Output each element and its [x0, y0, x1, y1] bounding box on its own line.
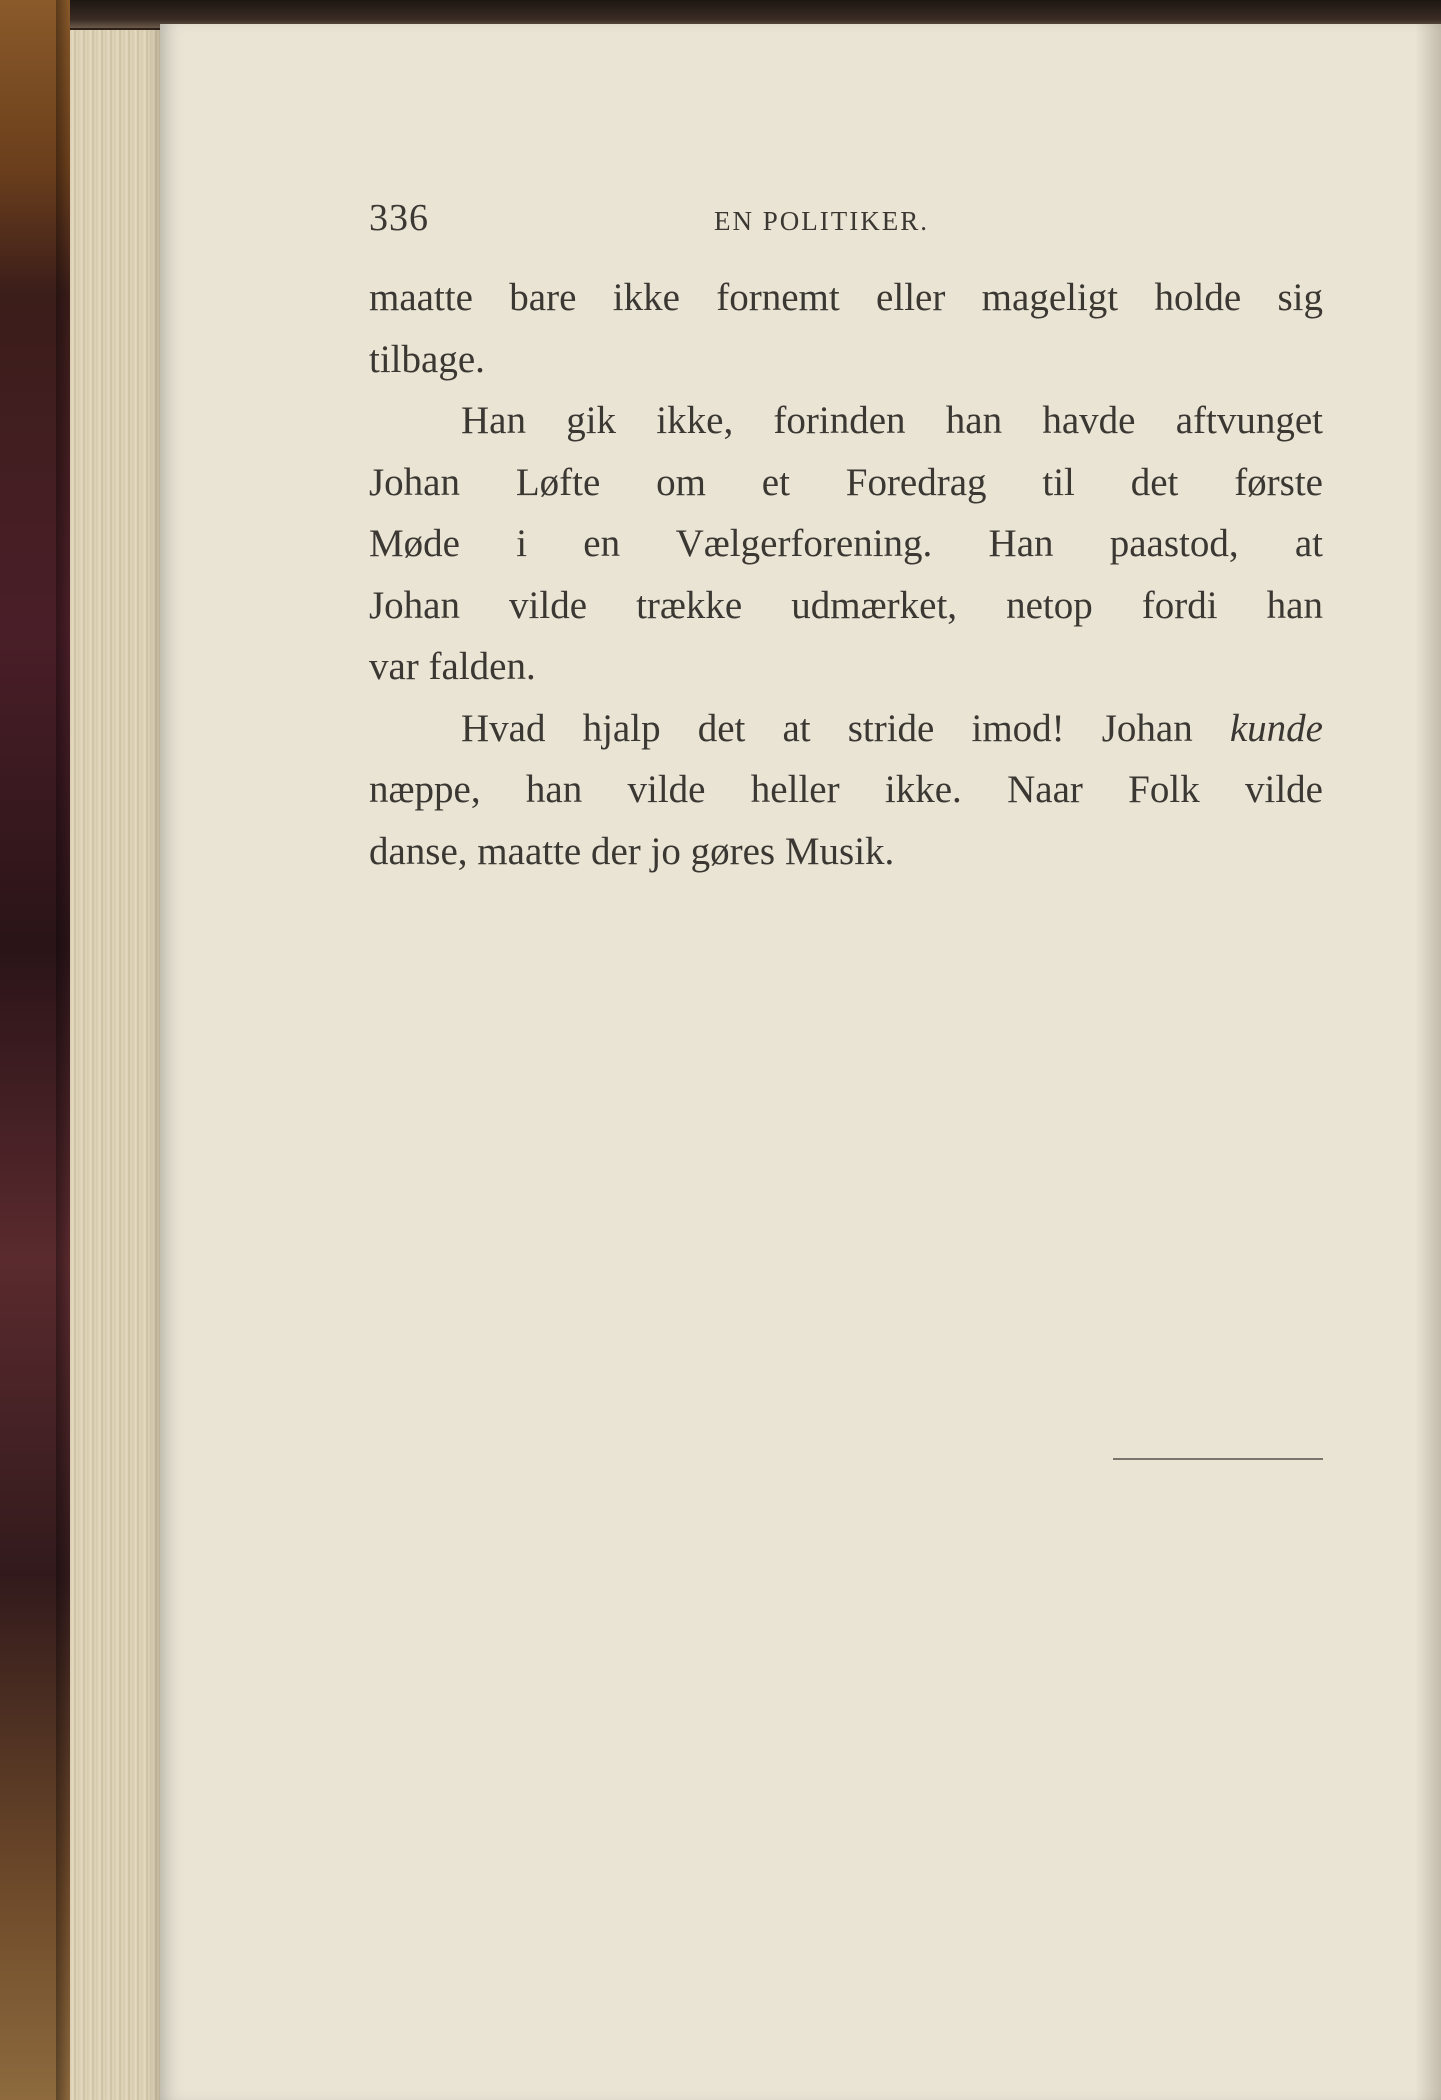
body-text — [369, 267, 1323, 882]
book-cover-edge — [0, 0, 70, 2100]
page-right-shadow — [1415, 24, 1441, 2100]
text-line: Johan vilde trække udmærket, netop fordi han — [369, 583, 1323, 627]
text-line: Han gik ikke, forinden han havde aftvunget — [461, 399, 1323, 442]
page-number: 336 — [369, 197, 429, 239]
page-stack-edges — [70, 30, 165, 2100]
text-line: Møde i en Vælgerforening. Han paastod, at — [369, 522, 1323, 565]
text-line: Johan Løfte om et Foredrag til det første — [369, 460, 1323, 504]
end-rule — [1113, 1458, 1323, 1460]
text-line: danse, maatte der jo gøres Musik. — [369, 829, 895, 873]
text-line — [369, 698, 1323, 760]
text-line-segment: Hvad hjalp det at stride imod! Johan — [461, 706, 1230, 750]
text-line: næppe, han vilde heller ikke. Naar Folk vilde — [369, 768, 1323, 811]
text-block — [369, 195, 1323, 882]
running-head — [369, 195, 1323, 251]
running-title: EN POLITIKER. — [714, 206, 929, 236]
emphasized-word: kunde — [1229, 706, 1323, 750]
text-line: tilbage. — [369, 337, 485, 381]
text-line: var falden. — [369, 645, 536, 688]
text-line: maatte bare ikke fornemt eller mageligt holde sig — [369, 276, 1323, 319]
